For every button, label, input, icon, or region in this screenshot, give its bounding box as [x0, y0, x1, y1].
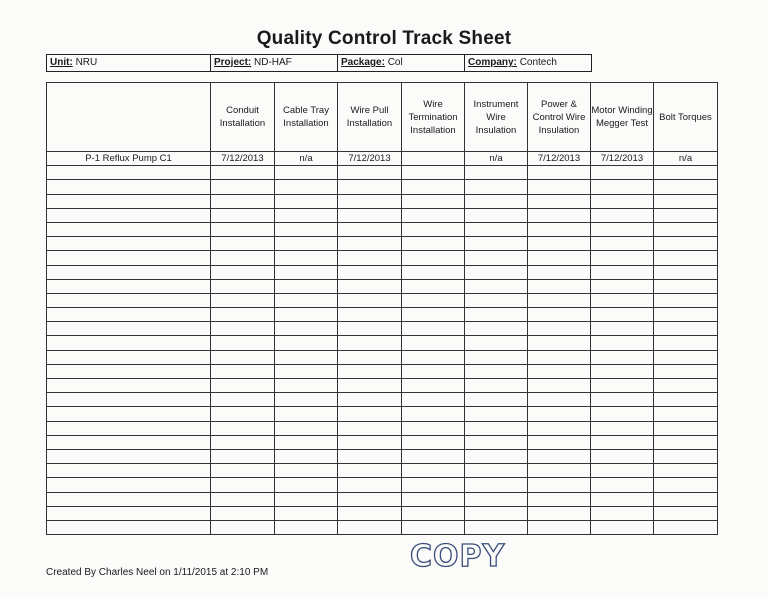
- table-cell: [47, 293, 211, 307]
- table-cell: [211, 180, 275, 194]
- table-cell: [402, 279, 465, 293]
- table-cell: [275, 421, 338, 435]
- company-field: [465, 55, 591, 71]
- table-cell: [465, 166, 528, 180]
- table-cell: [47, 251, 211, 265]
- table-cell: [528, 407, 591, 421]
- table-cell: [211, 506, 275, 520]
- table-cell: [465, 180, 528, 194]
- table-cell: [47, 449, 211, 463]
- table-cell: [591, 322, 654, 336]
- table-cell: [591, 180, 654, 194]
- table-cell: [47, 166, 211, 180]
- column-header: Conduit Installation: [211, 83, 275, 152]
- table-cell: [591, 449, 654, 463]
- copy-stamp: COPY: [410, 539, 506, 574]
- empty-table-row: [47, 435, 718, 449]
- table-cell: [402, 364, 465, 378]
- company-label: Company:: [468, 57, 517, 68]
- table-cell: [211, 449, 275, 463]
- table-cell: [211, 350, 275, 364]
- table-cell: [338, 393, 402, 407]
- package-label: Package:: [341, 57, 385, 68]
- empty-table-row: [47, 251, 718, 265]
- column-header: Instrument Wire Insulation: [465, 83, 528, 152]
- table-cell: [654, 350, 718, 364]
- table-cell: [528, 237, 591, 251]
- column-header: Bolt Torques: [654, 83, 718, 152]
- table-cell: [591, 279, 654, 293]
- table-cell: [654, 407, 718, 421]
- table-cell: [211, 379, 275, 393]
- column-header: Wire Termination Installation: [402, 83, 465, 152]
- table-cell: [402, 464, 465, 478]
- empty-table-row: [47, 449, 718, 463]
- table-cell: [465, 336, 528, 350]
- table-cell: [338, 237, 402, 251]
- empty-table-row: [47, 478, 718, 492]
- table-cell: [211, 237, 275, 251]
- table-cell: [465, 435, 528, 449]
- table-cell: [275, 407, 338, 421]
- table-cell: [654, 393, 718, 407]
- table-cell: [528, 478, 591, 492]
- table-cell: [338, 407, 402, 421]
- table-cell: [591, 308, 654, 322]
- table-cell: [47, 265, 211, 279]
- table-cell: [275, 478, 338, 492]
- table-cell: [465, 237, 528, 251]
- unit-label: Unit:: [50, 57, 73, 68]
- table-cell: [654, 478, 718, 492]
- table-cell: [275, 180, 338, 194]
- empty-table-row: [47, 308, 718, 322]
- table-cell: [275, 222, 338, 236]
- table-cell: [275, 464, 338, 478]
- table-cell: n/a: [654, 152, 718, 166]
- table-cell: [275, 379, 338, 393]
- table-cell: [654, 336, 718, 350]
- table-cell: [528, 166, 591, 180]
- table-cell: n/a: [465, 152, 528, 166]
- unit-value: NRU: [75, 57, 98, 68]
- table-cell: [402, 237, 465, 251]
- table-cell: [591, 293, 654, 307]
- table-cell: [654, 464, 718, 478]
- empty-table-row: [47, 222, 718, 236]
- column-header: Wire Pull Installation: [338, 83, 402, 152]
- table-cell: [465, 279, 528, 293]
- table-cell: [211, 364, 275, 378]
- empty-table-row: [47, 237, 718, 251]
- table-cell: [465, 421, 528, 435]
- empty-table-row: [47, 379, 718, 393]
- table-cell: [654, 364, 718, 378]
- table-cell: [654, 237, 718, 251]
- empty-table-row: [47, 180, 718, 194]
- table-cell: [465, 449, 528, 463]
- table-cell: [654, 293, 718, 307]
- column-header: Cable Tray Installation: [275, 83, 338, 152]
- table-cell: [338, 293, 402, 307]
- table-cell: [402, 336, 465, 350]
- table-cell: [402, 492, 465, 506]
- table-cell: [211, 265, 275, 279]
- table-cell: [465, 194, 528, 208]
- table-cell: [275, 322, 338, 336]
- table-cell: [47, 407, 211, 421]
- table-cell: [47, 208, 211, 222]
- table-cell: [338, 194, 402, 208]
- table-cell: [47, 222, 211, 236]
- empty-table-row: [47, 421, 718, 435]
- table-cell: [654, 421, 718, 435]
- table-cell: [402, 308, 465, 322]
- table-cell: [528, 180, 591, 194]
- table-cell: [402, 350, 465, 364]
- table-cell: [47, 364, 211, 378]
- table-cell: [338, 449, 402, 463]
- table-cell: [591, 208, 654, 222]
- info-bar: [46, 54, 592, 72]
- table-cell: [211, 222, 275, 236]
- table-cell: [465, 407, 528, 421]
- table-cell: [465, 364, 528, 378]
- project-value: ND-HAF: [254, 57, 292, 68]
- table-cell: [338, 478, 402, 492]
- table-cell: [402, 293, 465, 307]
- table-cell: [465, 464, 528, 478]
- table-cell: [591, 421, 654, 435]
- table-cell: [275, 435, 338, 449]
- table-cell: [47, 279, 211, 293]
- table-cell: [47, 492, 211, 506]
- header-row: [47, 83, 718, 152]
- table-cell: [591, 435, 654, 449]
- table-cell: [528, 435, 591, 449]
- table-cell: [211, 407, 275, 421]
- table-cell: [654, 180, 718, 194]
- table-cell: [47, 421, 211, 435]
- table-cell: [275, 166, 338, 180]
- table-cell: [528, 393, 591, 407]
- project-label: Project:: [214, 57, 252, 68]
- table-cell: [338, 421, 402, 435]
- page-title: Quality Control Track Sheet: [256, 28, 512, 49]
- table-cell: [654, 222, 718, 236]
- table-cell: 7/12/2013: [338, 152, 402, 166]
- table-cell: [402, 208, 465, 222]
- table-cell: [402, 166, 465, 180]
- table-cell: [338, 180, 402, 194]
- empty-table-row: [47, 492, 718, 506]
- table-cell: [402, 194, 465, 208]
- table-cell: [338, 364, 402, 378]
- table-cell: [338, 166, 402, 180]
- tracking-table: [46, 82, 718, 535]
- table-cell: [47, 322, 211, 336]
- column-header: [47, 83, 211, 152]
- table-cell: [402, 435, 465, 449]
- table-cell: [402, 449, 465, 463]
- table-cell: [211, 478, 275, 492]
- table-cell: [402, 506, 465, 520]
- table-cell: [528, 222, 591, 236]
- created-by-footer: Created By Charles Neel on 1/11/2015 at 2:10 PM: [46, 567, 269, 578]
- table-cell: [402, 251, 465, 265]
- table-cell: [275, 194, 338, 208]
- table-cell: [654, 251, 718, 265]
- package-field: [338, 55, 465, 71]
- table-cell: [211, 166, 275, 180]
- table-cell: [465, 251, 528, 265]
- table-cell: [528, 322, 591, 336]
- table-cell: [275, 293, 338, 307]
- table-cell: [275, 350, 338, 364]
- table-cell: [338, 435, 402, 449]
- table-cell: [591, 492, 654, 506]
- table-cell: [654, 492, 718, 506]
- table-cell: [338, 379, 402, 393]
- table-cell: [402, 180, 465, 194]
- table-row: [47, 152, 718, 166]
- table-cell: [528, 364, 591, 378]
- table-cell: [338, 308, 402, 322]
- table-cell: [47, 506, 211, 520]
- table-cell: [591, 407, 654, 421]
- table-cell: [591, 350, 654, 364]
- empty-table-row: [47, 336, 718, 350]
- table-cell: [211, 336, 275, 350]
- table-cell: [338, 520, 402, 534]
- table-cell: [654, 308, 718, 322]
- table-cell: [402, 407, 465, 421]
- table-cell: [528, 506, 591, 520]
- table-cell: [528, 308, 591, 322]
- table-cell: [211, 492, 275, 506]
- empty-table-row: [47, 464, 718, 478]
- table-cell: [465, 506, 528, 520]
- table-cell: [654, 506, 718, 520]
- table-cell: 7/12/2013: [591, 152, 654, 166]
- table-cell: 7/12/2013: [528, 152, 591, 166]
- table-cell: [211, 435, 275, 449]
- table-cell: [338, 251, 402, 265]
- table-cell: [338, 506, 402, 520]
- empty-table-row: [47, 322, 718, 336]
- table-cell: [528, 520, 591, 534]
- table-cell: [275, 492, 338, 506]
- package-value: Col: [387, 57, 403, 68]
- table-cell: [591, 222, 654, 236]
- table-cell: [47, 520, 211, 534]
- empty-table-row: [47, 265, 718, 279]
- empty-table-row: [47, 520, 718, 534]
- table-cell: [338, 208, 402, 222]
- table-cell: n/a: [275, 152, 338, 166]
- table-cell: [654, 520, 718, 534]
- table-cell: [528, 279, 591, 293]
- table-cell: [338, 492, 402, 506]
- table-cell: [591, 265, 654, 279]
- table-cell: [47, 478, 211, 492]
- table-cell: [338, 336, 402, 350]
- table-cell: [275, 251, 338, 265]
- table-cell: [275, 506, 338, 520]
- table-cell: [338, 279, 402, 293]
- table-cell: [47, 379, 211, 393]
- table-cell: [275, 520, 338, 534]
- table-cell: [654, 449, 718, 463]
- table-cell: [275, 393, 338, 407]
- table-cell: [47, 336, 211, 350]
- table-cell: [528, 421, 591, 435]
- table-cell: [654, 379, 718, 393]
- table-cell: [528, 293, 591, 307]
- table-cell: [47, 308, 211, 322]
- table-cell: [528, 208, 591, 222]
- table-cell: [591, 364, 654, 378]
- table-cell: [47, 180, 211, 194]
- empty-table-row: [47, 393, 718, 407]
- table-cell: [275, 237, 338, 251]
- table-cell: [47, 393, 211, 407]
- table-cell: [47, 237, 211, 251]
- table-cell: [47, 194, 211, 208]
- table-cell: [402, 478, 465, 492]
- table-cell: [654, 322, 718, 336]
- table-cell: [275, 208, 338, 222]
- empty-table-row: [47, 364, 718, 378]
- empty-table-row: [47, 350, 718, 364]
- table-cell: [275, 279, 338, 293]
- table-cell: [402, 152, 465, 166]
- table-cell: [275, 265, 338, 279]
- table-cell: [591, 506, 654, 520]
- table-cell: [591, 478, 654, 492]
- table-cell: [465, 478, 528, 492]
- table-cell: [591, 464, 654, 478]
- table-cell: [275, 308, 338, 322]
- table-cell: [211, 308, 275, 322]
- table-cell: [591, 336, 654, 350]
- table-cell: [402, 421, 465, 435]
- empty-table-row: [47, 194, 718, 208]
- empty-table-row: [47, 293, 718, 307]
- table-cell: [465, 393, 528, 407]
- table-cell: [465, 308, 528, 322]
- table-cell: 7/12/2013: [211, 152, 275, 166]
- table-cell: [338, 350, 402, 364]
- table-cell: [402, 393, 465, 407]
- table-cell: [528, 251, 591, 265]
- table-cell: [591, 166, 654, 180]
- empty-table-row: [47, 208, 718, 222]
- table-cell: [211, 421, 275, 435]
- company-value: Contech: [519, 57, 557, 68]
- table-cell: [591, 251, 654, 265]
- table-cell: [465, 492, 528, 506]
- table-cell: [275, 336, 338, 350]
- table-cell: [654, 279, 718, 293]
- table-cell: [528, 449, 591, 463]
- table-cell: [465, 293, 528, 307]
- empty-table-row: [47, 279, 718, 293]
- table-cell: [211, 293, 275, 307]
- table-cell: [338, 265, 402, 279]
- table-cell: [465, 222, 528, 236]
- table-cell: [211, 208, 275, 222]
- column-header: Power & Control Wire Insulation: [528, 83, 591, 152]
- table-cell: [654, 208, 718, 222]
- table-cell: [465, 265, 528, 279]
- table-cell: [338, 322, 402, 336]
- table-cell: [591, 393, 654, 407]
- table-cell: [402, 379, 465, 393]
- table-cell: [528, 464, 591, 478]
- table-cell: [402, 322, 465, 336]
- column-header: Motor Winding Megger Test: [591, 83, 654, 152]
- table-cell: [528, 194, 591, 208]
- table-cell: [402, 520, 465, 534]
- empty-table-row: [47, 506, 718, 520]
- table-cell: [465, 322, 528, 336]
- table-cell: [528, 492, 591, 506]
- unit-field: [47, 55, 211, 71]
- table-cell: [528, 336, 591, 350]
- project-field: [211, 55, 338, 71]
- table-cell: [211, 279, 275, 293]
- table-cell: [654, 435, 718, 449]
- table-cell: [465, 379, 528, 393]
- table-cell: [591, 237, 654, 251]
- table-cell: [47, 464, 211, 478]
- table-cell: [211, 393, 275, 407]
- empty-table-row: [47, 407, 718, 421]
- table-cell: P-1 Reflux Pump C1: [47, 152, 211, 166]
- table-cell: [211, 194, 275, 208]
- table-cell: [338, 464, 402, 478]
- table-cell: [528, 265, 591, 279]
- table-cell: [654, 194, 718, 208]
- table-cell: [654, 265, 718, 279]
- table-cell: [211, 251, 275, 265]
- table-cell: [465, 208, 528, 222]
- table-cell: [465, 350, 528, 364]
- table-cell: [591, 520, 654, 534]
- table-cell: [528, 350, 591, 364]
- table-cell: [47, 435, 211, 449]
- table-cell: [402, 265, 465, 279]
- table-cell: [275, 364, 338, 378]
- table-cell: [338, 222, 402, 236]
- empty-table-row: [47, 166, 718, 180]
- table-cell: [47, 350, 211, 364]
- table-cell: [402, 222, 465, 236]
- table-cell: [591, 194, 654, 208]
- table-cell: [528, 379, 591, 393]
- table-cell: [275, 449, 338, 463]
- table-cell: [211, 520, 275, 534]
- table-cell: [211, 464, 275, 478]
- table-cell: [591, 379, 654, 393]
- table-cell: [465, 520, 528, 534]
- table-cell: [211, 322, 275, 336]
- table-cell: [654, 166, 718, 180]
